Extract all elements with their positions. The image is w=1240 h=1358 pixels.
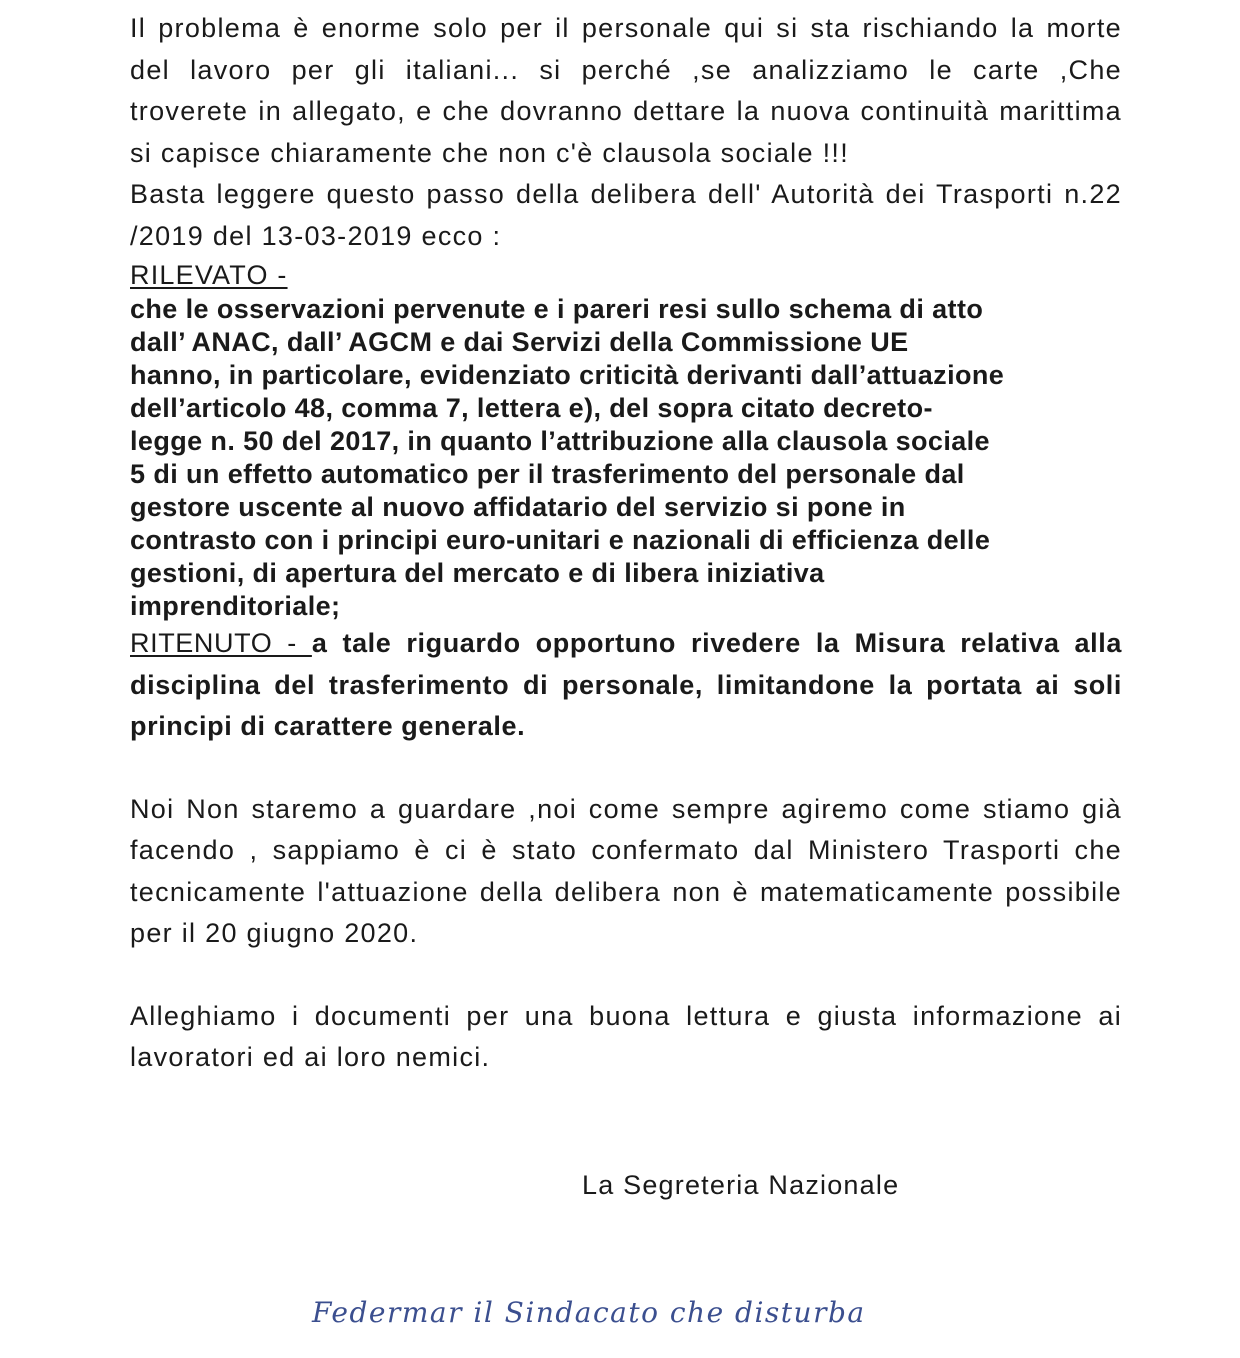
rilevato-label: RILEVATO - [130, 260, 288, 290]
rilevato-quote [130, 293, 1122, 623]
statement-paragraph: Noi Non staremo a guardare ,noi come sempre agiremo come stiamo già facendo , sappiamo è ci è stato confermato dal Ministero Trasporti che tecnicamente l'attuazione della delibera non è matematicamente possibile per il 20 giugno 2020. [130, 793, 1122, 948]
rilevato-line: hanno, in particolare, evidenziato criticità derivanti dall’attuazione [130, 360, 1005, 390]
rilevato-line: legge n. 50 del 2017, in quanto l’attribuzione alla clausola sociale [130, 426, 990, 456]
rilevato-line: 5 di un effetto automatico per il trasferimento del personale dal [130, 459, 965, 489]
rilevato-line: dell’articolo 48, comma 7, lettera e), del sopra citato decreto- [130, 393, 933, 423]
rilevato-line: gestore uscente al nuovo affidatario del servizio si pone in [130, 492, 906, 522]
rilevato-line: contrasto con i principi euro-unitari e nazionali di efficienza delle [130, 525, 991, 555]
signature: La Segreteria Nazionale [582, 1170, 900, 1200]
document-body [130, 8, 1122, 1079]
ritenuto-label: RITENUTO - [130, 628, 312, 658]
intro-paragraph: Il problema è enorme solo per il personale qui si sta rischiando la morte del lavoro per gli italiani... si perché ,se analizziamo le carte ,Che troverete in allegato, e che dovranno dettare la nuova continuità marittima si capisce chiaramente che non c'è clausola sociale !!! [130, 13, 1122, 168]
attachments-paragraph: Alleghiamo i documenti per una buona lettura e giusta informazione ai lavoratori ed ai loro nemici. [130, 1000, 1122, 1072]
ritenuto-paragraph [130, 623, 1122, 748]
footer-slogan: Federmar il Sindacato che disturba [312, 1296, 866, 1329]
spacer [130, 955, 1122, 996]
rilevato-line: imprenditoriale; [130, 591, 341, 621]
ritenuto-text: a tale riguardo opportuno rivedere la Misura relativa alla disciplina del trasferimento di personale, limitandone la portata ai soli principi di carattere generale. [130, 628, 1122, 741]
rilevato-line: gestioni, di apertura del mercato e di libera iniziativa [130, 558, 825, 588]
rilevato-line: dall’ ANAC, dall’ AGCM e dai Servizi della Commissione UE [130, 327, 909, 357]
rilevato-line: che le osservazioni pervenute e i pareri resi sullo schema di atto [130, 294, 984, 324]
rilevato-heading [130, 257, 1122, 293]
spacer [130, 748, 1122, 789]
reference-paragraph: Basta leggere questo passo della delibera dell' Autorità dei Trasporti n.22 /2019 del 13-03-2019 ecco : [130, 179, 1122, 251]
